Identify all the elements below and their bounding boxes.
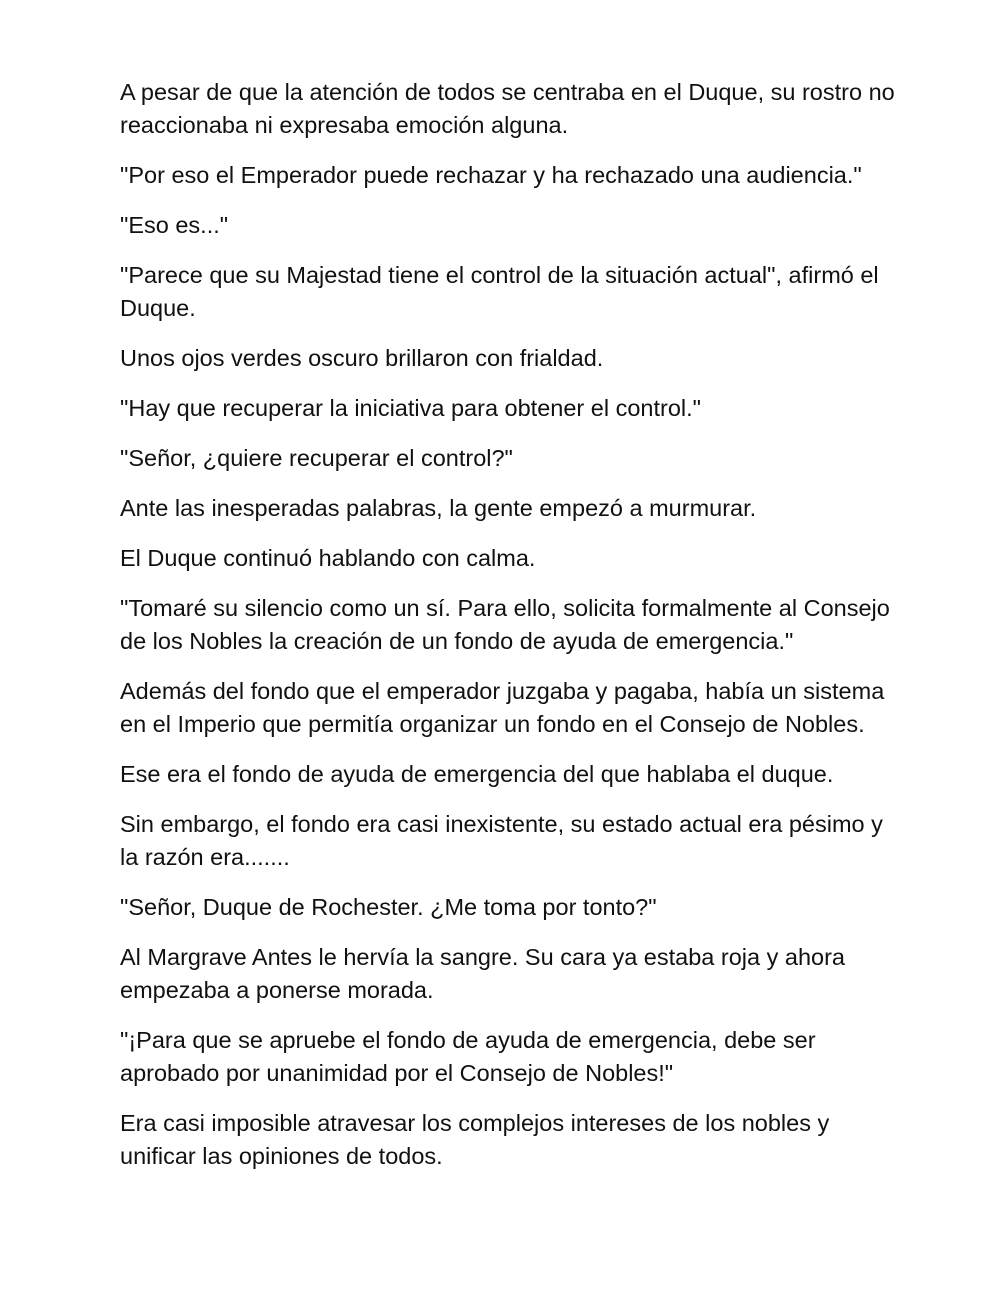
paragraph: "Tomaré su silencio como un sí. Para ello, solicita formalmente al Consejo de los Nobles la creación de un fondo de ayuda de emergencia." [120, 595, 890, 654]
paragraph: A pesar de que la atención de todos se centraba en el Duque, su rostro no reaccionaba ni expresaba emoción alguna. [120, 79, 895, 138]
paragraph: "Eso es..." [120, 212, 229, 238]
paragraph: "Por eso el Emperador puede rechazar y ha rechazado una audiencia." [120, 162, 862, 188]
paragraph: "Hay que recuperar la iniciativa para obtener el control." [120, 395, 701, 421]
paragraph: Unos ojos verdes oscuro brillaron con frialdad. [120, 345, 604, 371]
paragraph: Era casi imposible atravesar los complejos intereses de los nobles y unificar las opiniones de todos. [120, 1110, 830, 1169]
paragraph: "Señor, Duque de Rochester. ¿Me toma por tonto?" [120, 894, 657, 920]
paragraph: "Señor, ¿quiere recuperar el control?" [120, 445, 513, 471]
paragraph: "¡Para que se apruebe el fondo de ayuda de emergencia, debe ser aprobado por unanimidad por el Consejo de Nobles!" [120, 1027, 816, 1086]
paragraph: "Parece que su Majestad tiene el control de la situación actual", afirmó el Duque. [120, 262, 879, 321]
paragraph: Sin embargo, el fondo era casi inexistente, su estado actual era pésimo y la razón era....... [120, 811, 883, 870]
paragraph: Ante las inesperadas palabras, la gente empezó a murmurar. [120, 495, 757, 521]
document-page [120, 76, 900, 1190]
paragraph: Al Margrave Antes le hervía la sangre. Su cara ya estaba roja y ahora empezaba a ponerse morada. [120, 944, 845, 1003]
paragraph: El Duque continuó hablando con calma. [120, 545, 536, 571]
paragraph: Además del fondo que el emperador juzgaba y pagaba, había un sistema en el Imperio que permitía organizar un fondo en el Consejo de Nobles. [120, 678, 885, 737]
paragraph: Ese era el fondo de ayuda de emergencia del que hablaba el duque. [120, 761, 834, 787]
